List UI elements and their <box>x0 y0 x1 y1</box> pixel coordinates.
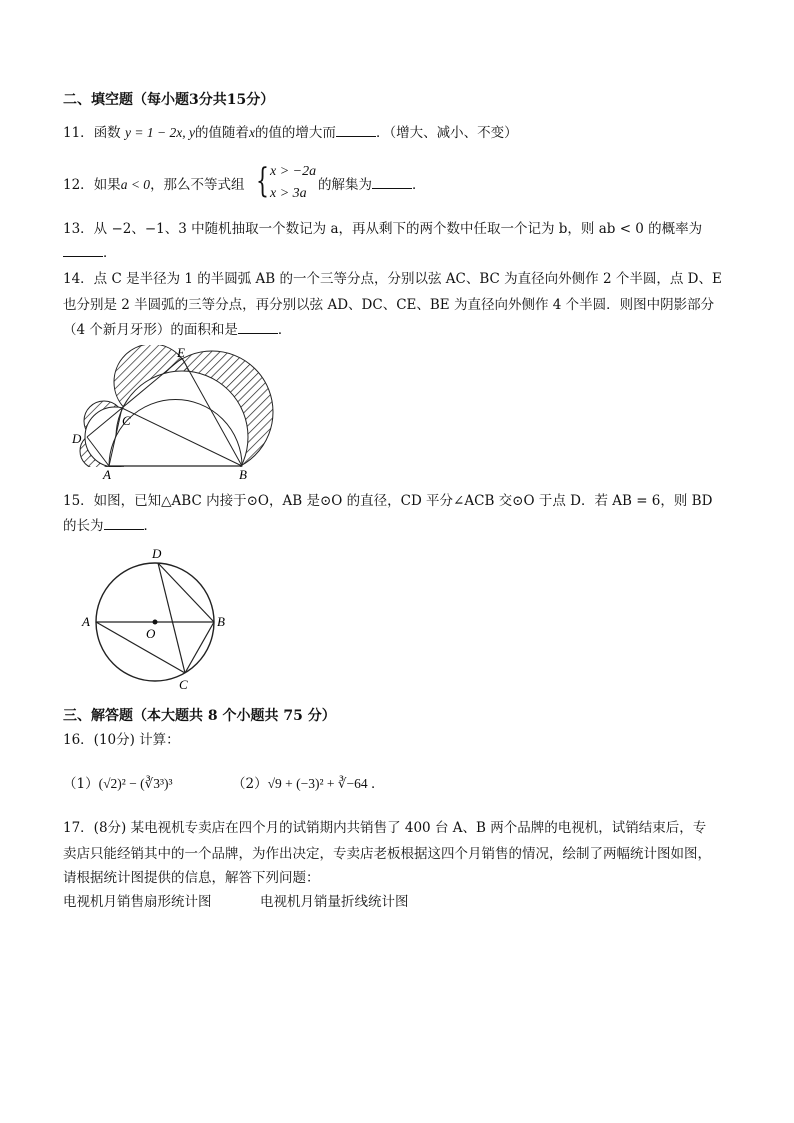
q15-answer-blank <box>104 517 144 530</box>
q11-mid: 的值随着 <box>194 125 249 141</box>
q13-answer-blank <box>63 244 103 257</box>
q14-label-A: A <box>103 467 111 482</box>
q12-tail <box>318 176 426 194</box>
q14-line-1: 14．点 C 是半径为 1 的半圆弧 AB 的一个三等分点，分别以弦 AC、BC 为直径向外侧作 2 个半圆，点 D、E <box>63 271 722 287</box>
q14-label-C: C <box>122 413 131 428</box>
q15-label-C: C <box>179 677 188 692</box>
q12-post: 的解集为 <box>318 177 372 193</box>
q15-line-2 <box>63 517 157 535</box>
q12-mid: ，那么不等式组 <box>150 177 245 193</box>
q11-var: x <box>248 125 255 140</box>
q11-options: ．（增大、减小、不变） <box>375 125 518 141</box>
q12-condition: a < 0 <box>120 177 151 192</box>
q17-caption-pie: 电视机月销售扇形统计图 <box>63 894 212 910</box>
q17-line-3: 请根据统计图提供的信息，解答下列问题： <box>63 870 320 886</box>
q14-line-3 <box>63 321 291 339</box>
q14-crescent-figure <box>65 345 305 485</box>
q16-part-2 <box>232 775 384 793</box>
q13-end: ． <box>103 245 117 261</box>
q12-brace: { <box>256 161 269 201</box>
q15-label-D: D <box>152 546 162 561</box>
q16-part-2-expression: √9 + (−3)² + ∛−64 ． <box>267 776 385 791</box>
q14-label-D: D <box>72 431 82 446</box>
q14-end: ． <box>277 322 292 338</box>
q14-label-E: E <box>177 345 185 360</box>
q13-line-1: 13．从 −2、−1、3 中随机抽取一个数记为 a，再从剩下的两个数中任取一个记为 b，则 ab < 0 的概率为 <box>63 221 703 237</box>
q15-end: ． <box>143 518 157 534</box>
q15-label-A: A <box>82 614 90 629</box>
q15-line-1: 15．如图，已知△ABC 内接于⊙O，AB 是⊙O 的直径，CD 平分∠ACB 交⊙O 于点 D．若 AB = 6，则 BD <box>63 493 713 509</box>
q11-number: 11． <box>63 125 94 141</box>
q11-post: 的值的增大而 <box>254 125 336 141</box>
q12-number: 12． <box>63 177 94 193</box>
q16-part-2-number: （2） <box>232 776 268 792</box>
q14-answer-blank <box>238 321 278 334</box>
question-11 <box>63 124 518 142</box>
q15-text: 的长为 <box>63 518 104 534</box>
q15-label-O: O <box>146 626 156 641</box>
q17-caption-line: 电视机月销量折线统计图 <box>260 894 409 910</box>
q12-system-line-1: x > −2a <box>270 164 317 179</box>
q12-end: ． <box>412 177 426 193</box>
q14-line-2: 也分别是 2 半圆弧的三等分点，再分别以弦 AD、DC、CE、BE 为直径向外侧作 4 个半圆．则图中阴影部分 <box>63 297 715 313</box>
q11-pre: 函数 <box>93 125 121 141</box>
q12-system-line-2: x > 3a <box>270 186 307 201</box>
q15-circle-figure <box>78 543 238 693</box>
section-2-title: 二、填空题（每小题3分共15分） <box>63 92 275 108</box>
q13-line-2 <box>63 244 117 262</box>
question-12 <box>63 176 245 194</box>
q16-head: 16．(10分) 计算： <box>63 732 180 748</box>
q17-line-1: 17．(8分) 某电视机专卖店在四个月的试销期内共销售了 400 台 A、B 两个品牌的电视机，试销结束后，专 <box>63 820 707 836</box>
q16-part-1-expression: (√2)² − (∛3³)³ <box>98 776 173 791</box>
q17-line-2: 卖店只能经销其中的一个品牌，为作出决定，专卖店老板根据这四个月销售的情况，绘制了两幅统计图如图， <box>63 846 711 862</box>
q12-answer-blank <box>372 176 412 189</box>
q15-label-B: B <box>217 614 225 629</box>
q14-label-B: B <box>239 467 247 482</box>
q12-pre: 如果 <box>93 177 121 193</box>
q16-part-1 <box>63 775 173 793</box>
q11-formula: y = 1 − 2x, y <box>124 125 195 140</box>
section-3-title: 三、解答题（本大题共 8 个小题共 75 分） <box>63 708 336 724</box>
q16-part-1-number: （1） <box>63 776 99 792</box>
q11-answer-blank <box>336 124 376 137</box>
q14-text: （4 个新月牙形）的面积和是 <box>63 322 238 338</box>
